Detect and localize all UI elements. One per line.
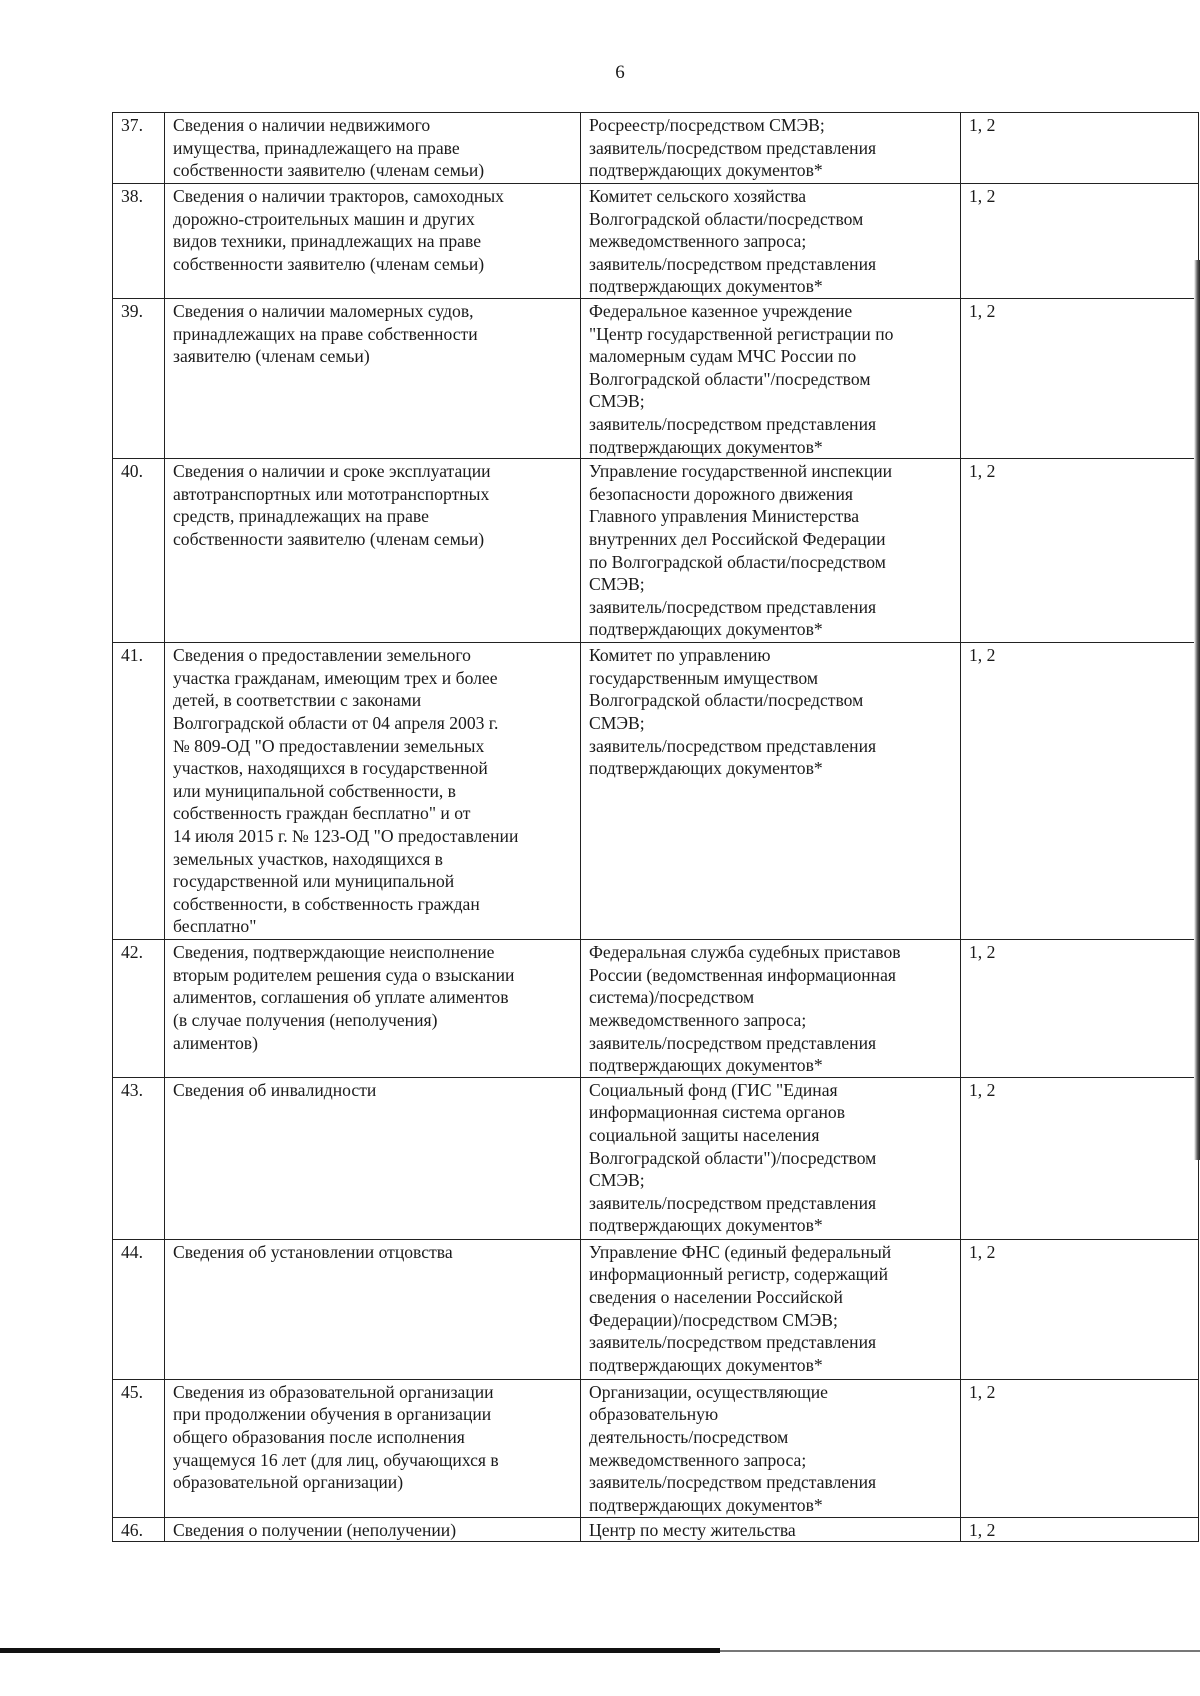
row-number: 39. (113, 299, 165, 459)
info-cell: Сведения о наличии маломерных судов, принадлежащих на праве собственности заявителю (членам семьи) (165, 299, 581, 459)
table-row (113, 1077, 1199, 1239)
row-number: 44. (113, 1239, 165, 1379)
scan-edge-shadow (1194, 260, 1200, 1160)
code-cell: 1, 2 (961, 113, 1199, 184)
row-number: 40. (113, 459, 165, 643)
source-cell: Управление государственной инспекции безопасности дорожного движения Главного управления Министерства внутренних дел Российской Федерации по Волгоградской области/посредством СМЭВ; заявитель/посредством представления подтверждающих документов* (581, 459, 961, 643)
documents-table (112, 112, 1199, 1542)
table-row (113, 459, 1199, 643)
table-row (113, 113, 1199, 184)
table-row (113, 643, 1199, 940)
code-cell: 1, 2 (961, 299, 1199, 459)
info-cell: Сведения о получении (неполучении) (165, 1517, 581, 1542)
info-cell: Сведения о наличии тракторов, самоходных дорожно-строительных машин и других видов техники, принадлежащих на праве собственности заявителю (членам семьи) (165, 184, 581, 299)
row-number: 42. (113, 940, 165, 1078)
row-number: 41. (113, 643, 165, 940)
row-number: 46. (113, 1517, 165, 1542)
page-number: 6 (615, 62, 625, 83)
source-cell: Комитет по управлению государственным имуществом Волгоградской области/посредством СМЭВ; заявитель/посредством представления подтверждающих документов* (581, 643, 961, 940)
scan-bottom-edge (0, 1648, 720, 1653)
info-cell: Сведения об инвалидности (165, 1077, 581, 1239)
code-cell: 1, 2 (961, 940, 1199, 1078)
row-number: 37. (113, 113, 165, 184)
info-cell: Сведения, подтверждающие неисполнение вторым родителем решения суда о взыскании алиментов, соглашения об уплате алиментов (в случае получения (неполучения) алиментов) (165, 940, 581, 1078)
source-cell: Организации, осуществляющие образовательную деятельность/посредством межведомственного запроса; заявитель/посредством представления подтверждающих документов* (581, 1379, 961, 1517)
code-cell: 1, 2 (961, 184, 1199, 299)
info-cell: Сведения о наличии и сроке эксплуатации автотранспортных или мототранспортных средств, принадлежащих на праве собственности заявителю (членам семьи) (165, 459, 581, 643)
source-cell: Центр по месту жительства (581, 1517, 961, 1542)
code-cell: 1, 2 (961, 1077, 1199, 1239)
table-row (113, 1517, 1199, 1542)
table-row (113, 1379, 1199, 1517)
row-number: 38. (113, 184, 165, 299)
info-cell: Сведения о предоставлении земельного участка гражданам, имеющим трех и более детей, в соответствии с законами Волгоградской области от 04 апреля 2003 г. № 809-ОД "О предоставлении земельных участков, находящихся в государственной или муниципальной собственности, в собственность граждан бесплатно" и от 14 июля 2015 г. № 123-ОД "О предоставлении земельных участков, находящихся в государственной или муниципальной собственности, в собственность граждан бесплатно" (165, 643, 581, 940)
source-cell: Федеральное казенное учреждение "Центр государственной регистрации по маломерным судам МЧС России по Волгоградской области"/посредством СМЭВ; заявитель/посредством представления подтверждающих документов* (581, 299, 961, 459)
row-number: 43. (113, 1077, 165, 1239)
source-cell: Комитет сельского хозяйства Волгоградской области/посредством межведомственного запроса; заявитель/посредством представления подтверждающих документов* (581, 184, 961, 299)
code-cell: 1, 2 (961, 1517, 1199, 1542)
table-row (113, 1239, 1199, 1379)
info-cell: Сведения о наличии недвижимого имущества, принадлежащего на праве собственности заявителю (членам семьи) (165, 113, 581, 184)
code-cell: 1, 2 (961, 1239, 1199, 1379)
table-row (113, 184, 1199, 299)
table-row (113, 299, 1199, 459)
source-cell: Управление ФНС (единый федеральный информационный регистр, содержащий сведения о населении Российской Федерации)/посредством СМЭВ; заявитель/посредством представления подтверждающих документов* (581, 1239, 961, 1379)
code-cell: 1, 2 (961, 1379, 1199, 1517)
source-cell: Федеральная служба судебных приставов России (ведомственная информационная система)/посредством межведомственного запроса; заявитель/посредством представления подтверждающих документов* (581, 940, 961, 1078)
source-cell: Социальный фонд (ГИС "Единая информационная система органов социальной защиты населения Волгоградской области")/посредством СМЭВ; заявитель/посредством представления подтверждающих документов* (581, 1077, 961, 1239)
row-number: 45. (113, 1379, 165, 1517)
info-cell: Сведения об установлении отцовства (165, 1239, 581, 1379)
code-cell: 1, 2 (961, 459, 1199, 643)
table-row (113, 940, 1199, 1078)
source-cell: Росреестр/посредством СМЭВ; заявитель/посредством представления подтверждающих документов* (581, 113, 961, 184)
info-cell: Сведения из образовательной организации при продолжении обучения в организации общего образования после исполнения учащемуся 16 лет (для лиц, обучающихся в образовательной организации) (165, 1379, 581, 1517)
scan-bottom-edge-thin (720, 1650, 1200, 1652)
code-cell: 1, 2 (961, 643, 1199, 940)
